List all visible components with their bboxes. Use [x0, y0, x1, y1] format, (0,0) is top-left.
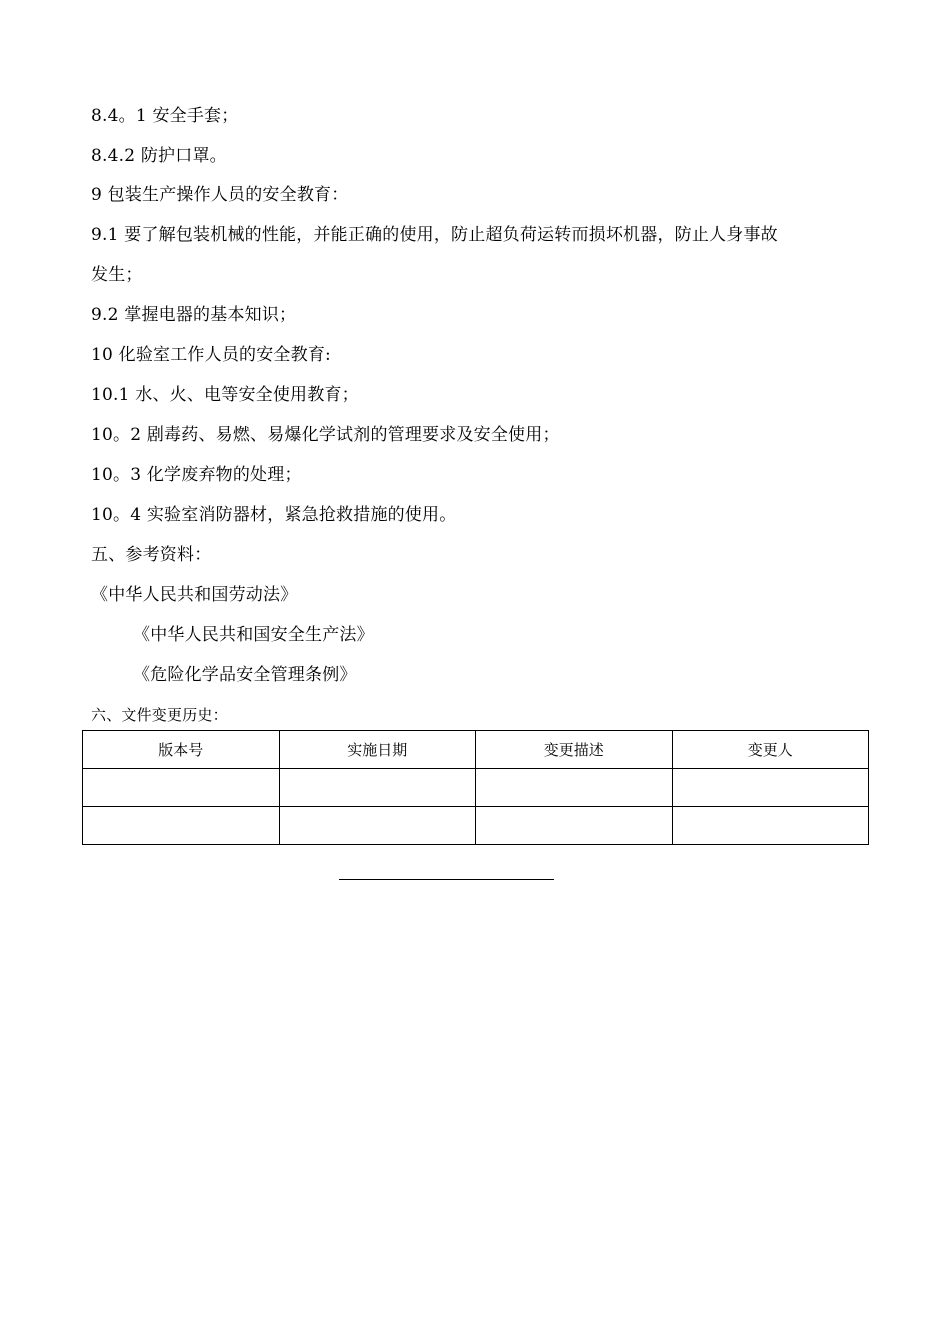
table-cell — [672, 769, 869, 807]
column-version: 版本号 — [83, 731, 280, 769]
table-header-row — [83, 731, 869, 769]
section-9-heading: 9 包装生产操作人员的安全教育： — [91, 185, 349, 205]
clause-10-2: 10。2 剧毒药、易燃、易爆化学试剂的管理要求及安全使用； — [91, 425, 560, 445]
column-change-description: 变更描述 — [476, 731, 673, 769]
reference-hazardous-chemicals-regulation: 《危险化学品安全管理条例》 — [133, 665, 357, 685]
section-10-heading: 10 化验室工作人员的安全教育: — [91, 345, 331, 365]
table-cell — [476, 807, 673, 845]
table-cell — [83, 807, 280, 845]
clause-9-2: 9.2 掌握电器的基本知识； — [91, 305, 297, 325]
clause-10-4: 10。4 实验室消防器材，紧急抢救措施的使用。 — [91, 505, 457, 525]
clause-10-1: 10.1 水、火、电等安全使用教育； — [91, 385, 359, 405]
clause-8-4-1: 8.4。1 安全手套； — [91, 106, 239, 126]
clause-10-3: 10。3 化学废弃物的处理； — [91, 465, 302, 485]
change-history-table — [82, 730, 869, 845]
table-row — [83, 769, 869, 807]
end-of-document-rule — [339, 879, 554, 880]
clause-8-4-2: 8.4.2 防护口罩。 — [91, 146, 227, 166]
table-row — [83, 807, 869, 845]
table-cell — [672, 807, 869, 845]
table-cell — [279, 807, 476, 845]
table-cell — [279, 769, 476, 807]
clause-9-1-continued: 发生； — [91, 265, 143, 285]
reference-labor-law: 《中华人民共和国劳动法》 — [91, 585, 298, 605]
column-effective-date: 实施日期 — [279, 731, 476, 769]
column-changed-by: 变更人 — [672, 731, 869, 769]
reference-work-safety-law: 《中华人民共和国安全生产法》 — [133, 625, 374, 645]
history-heading: 六、文件变更历史： — [91, 706, 228, 724]
table-cell — [476, 769, 673, 807]
table-cell — [83, 769, 280, 807]
references-heading: 五、参考资料： — [91, 545, 212, 565]
clause-9-1: 9.1 要了解包装机械的性能，并能正确的使用，防止超负荷运转而损坏机器，防止人身事故 — [91, 225, 778, 245]
